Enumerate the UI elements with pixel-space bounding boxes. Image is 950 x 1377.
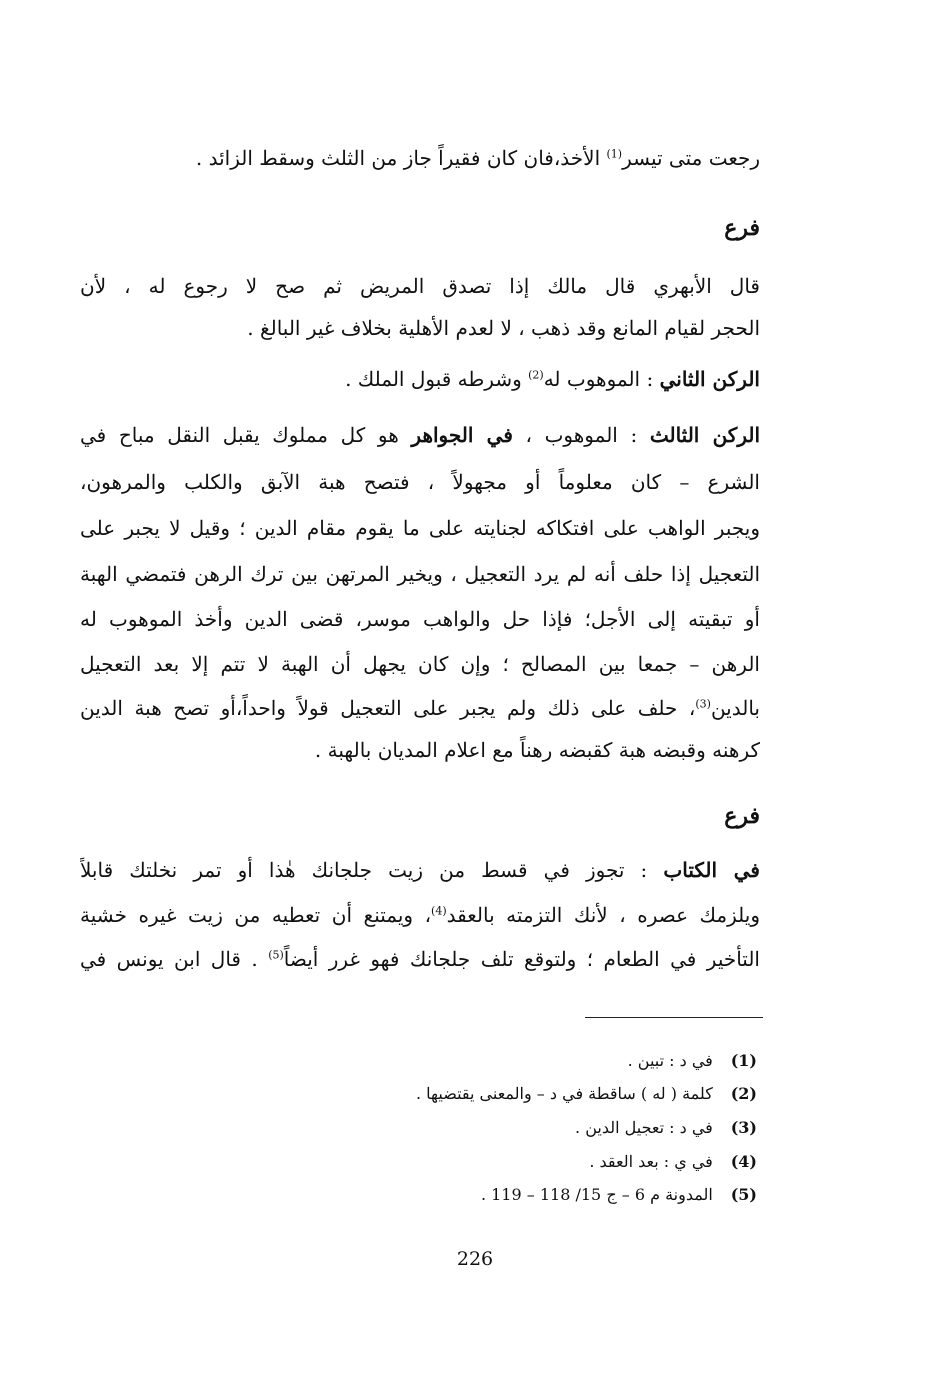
section-heading: فرع	[724, 215, 760, 241]
text-run: التأخير في الطعام ؛ ولتوقع تلف جلجانك فهو غرر أيضاً	[283, 947, 760, 971]
footnote-ref[interactable]: (1)	[606, 147, 623, 161]
footnote-item	[277, 1145, 757, 1179]
text-run: ، ويمتنع أن تعطيه من زيت غيره خشية	[80, 903, 432, 927]
footnote-item	[277, 1111, 757, 1145]
body-line	[80, 848, 760, 892]
footnote-text: في ي : بعد العقد .	[589, 1152, 713, 1171]
footnote-number: (5)	[730, 1185, 757, 1204]
source-reference: في الجواهر	[411, 423, 513, 447]
footnote-ref[interactable]: (2)	[528, 368, 544, 382]
body-line: الحجر لقيام المانع وقد ذهب ، لا لعدم الأهلية بخلاف غير البالغ .	[247, 316, 760, 340]
text-run: : تجوز في قسط من زيت جلجانك هٰذا أو تمر نخلتك قابلاً	[80, 858, 664, 882]
body-line: الشرع – كان معلوماً أو مجهولاً ، فتصح هبة الآبق والكلب والمرهون،	[80, 470, 760, 494]
text-run: رجعت متى تيسر	[622, 146, 760, 170]
body-line	[80, 357, 760, 401]
footnote-divider	[585, 1017, 763, 1018]
page-number: 226	[456, 1248, 494, 1270]
footnote-text: في د : تبين .	[627, 1051, 713, 1070]
section-heading: فرع	[724, 803, 760, 829]
text-run: الأخذ،فان كان فقيراً جاز من الثلث وسقط الزائد .	[195, 146, 607, 170]
rukn-label: الركن الثالث	[649, 423, 760, 447]
body-line	[80, 893, 760, 937]
text-run: هو كل مملوك يقبل النقل مباح في	[80, 423, 412, 447]
footnote-ref[interactable]: (5)	[268, 948, 284, 962]
footnote-number: (4)	[730, 1152, 757, 1171]
text-run: : الموهوب له	[543, 367, 660, 391]
footnote-ref[interactable]: (4)	[431, 904, 447, 918]
body-line: الرهن – جمعا بين المصالح ؛ وإن كان يجهل أن الهبة لا تتم إلا بعد التعجيل	[80, 652, 760, 676]
body-line	[80, 413, 760, 457]
body-line: كرهنه وقبضه هبة كقبضه رهناً مع اعلام المديان بالهبة .	[314, 738, 760, 762]
text-run: بالدين	[710, 696, 760, 720]
footnote-number: (3)	[730, 1118, 757, 1137]
text-run: وشرطه قبول الملك .	[345, 367, 529, 391]
text-run: ويلزمك عصره ، لأنك التزمته بالعقد	[446, 903, 760, 927]
body-line: قال الأبهري قال مالك إذا تصدق المريض ثم صح لا رجوع له ، لأن	[80, 274, 760, 298]
body-line	[80, 937, 760, 981]
body-line	[80, 136, 760, 180]
body-line: التعجيل إذا حلف أنه لم يرد التعجيل ، ويخير المرتهن بين ترك الرهن فتمضي الهبة	[80, 562, 760, 586]
footnote-text: المدونة م 6 – ج 15/ 118 – 119 .	[480, 1185, 713, 1204]
body-line: ويجبر الواهب على افتكاكه لجنايته على ما يقوم مقام الدين ؛ وقيل لا يجبر على	[80, 516, 760, 540]
footnote-text: كلمة ( له ) ساقطة في د – والمعنى يقتضيها .	[415, 1084, 713, 1103]
footnote-number: (2)	[730, 1084, 757, 1103]
footnote-item	[277, 1044, 757, 1078]
body-line: أو تبقيته إلى الأجل؛ فإذا حل والواهب موسر، قضى الدين وأخذ الموهوب له	[80, 607, 760, 631]
text-run: ، حلف على ذلك ولم يجبر على التعجيل قولاً واحداً،أو تصح هبة الدين	[80, 696, 696, 720]
footnote-item	[277, 1178, 757, 1212]
rukn-label: الركن الثاني	[659, 367, 760, 391]
footnote-item	[277, 1077, 757, 1111]
text-run: . قال ابن يونس في	[80, 947, 269, 971]
footnote-number: (1)	[730, 1051, 757, 1070]
text-run: : الموهوب ،	[512, 423, 650, 447]
body-line	[80, 686, 760, 730]
source-reference: في الكتاب	[663, 858, 760, 882]
footnote-text: في د : تعجيل الدين .	[575, 1118, 713, 1137]
footnote-ref[interactable]: (3)	[695, 697, 711, 711]
